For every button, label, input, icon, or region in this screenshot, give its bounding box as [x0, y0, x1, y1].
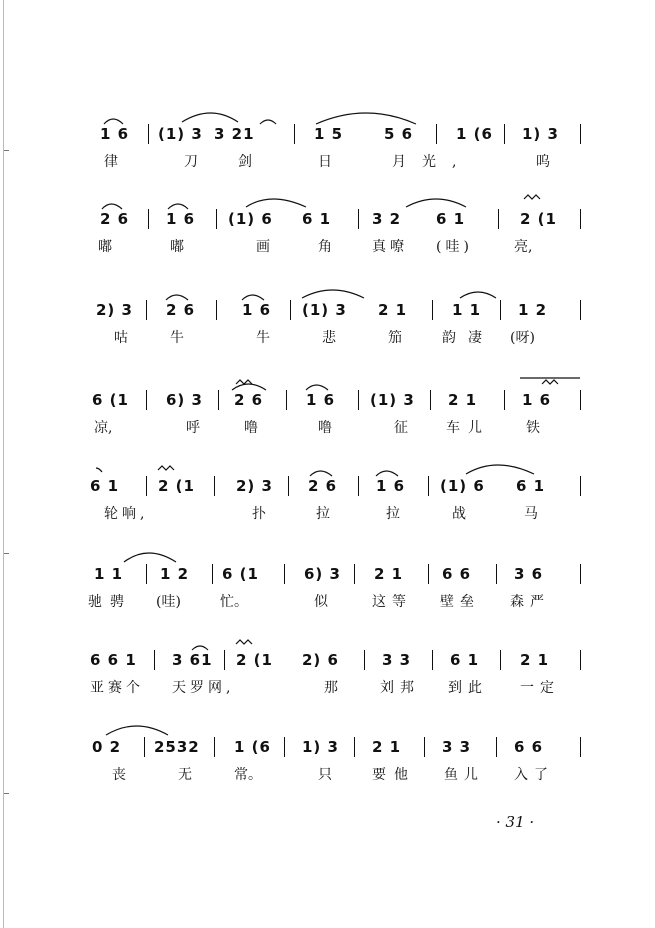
- bar-line: [214, 737, 215, 757]
- notation-line: [90, 648, 596, 674]
- lyric-segment: 月光,: [392, 154, 473, 170]
- measure: 2 6: [234, 391, 264, 409]
- measure: 1) 3: [302, 738, 339, 756]
- measure: 6 6: [514, 738, 544, 756]
- measure: 2) 6: [302, 651, 339, 669]
- measure: 6 1: [436, 210, 466, 228]
- score-system-5: [90, 474, 596, 534]
- lyric-segment: 天罗网,: [172, 680, 235, 696]
- measure: 2 1: [374, 565, 404, 583]
- measure: 1 6: [242, 301, 272, 319]
- measure: 2 1: [520, 651, 550, 669]
- lyric-segment: 这等: [372, 594, 412, 610]
- lyric-line: [96, 416, 596, 440]
- bar-line: [358, 209, 359, 229]
- measure: 6 1: [516, 477, 546, 495]
- bar-line: [580, 390, 581, 410]
- measure: 1 1: [94, 565, 124, 583]
- lyric-segment: 律: [104, 154, 132, 170]
- lyric-segment: 忙。: [220, 594, 248, 610]
- bar-line: [288, 476, 289, 496]
- lyric-segment: 车儿: [446, 420, 490, 436]
- lyric-segment: 真嘹: [372, 239, 408, 255]
- margin-tick: [4, 793, 9, 794]
- lyric-segment: 轮响,: [104, 506, 149, 522]
- bar-line: [354, 564, 355, 584]
- lyric-segment: (哇): [436, 239, 473, 255]
- bar-line: [146, 300, 147, 320]
- measure: 1 6: [306, 391, 336, 409]
- measure: 3 6: [514, 565, 544, 583]
- notation-line: [92, 735, 596, 761]
- measure: 1 5: [314, 125, 344, 143]
- bar-line: [214, 476, 215, 496]
- lyric-line: [96, 326, 596, 350]
- measure: 6 (1: [92, 391, 129, 409]
- notation-line: [96, 562, 596, 588]
- bar-line: [580, 300, 581, 320]
- bar-line: [432, 650, 433, 670]
- measure: 1 1: [452, 301, 482, 319]
- score-system-8: [92, 735, 596, 795]
- notation-line: [96, 122, 596, 148]
- score-system-1: [96, 122, 596, 182]
- lyric-segment: 悲: [322, 330, 350, 346]
- bar-line: [290, 300, 291, 320]
- bar-line: [496, 737, 497, 757]
- measure: 1 2: [160, 565, 190, 583]
- score-system-7: [90, 648, 596, 708]
- lyric-segment: 丧: [112, 767, 140, 783]
- lyric-segment: 刘邦: [380, 680, 420, 696]
- bar-line: [284, 737, 285, 757]
- lyric-segment: 似: [314, 594, 342, 610]
- measure: 2532: [154, 738, 200, 756]
- bar-line: [354, 737, 355, 757]
- measure: 2) 3: [236, 477, 273, 495]
- lyric-line: [96, 235, 596, 259]
- bar-line: [148, 209, 149, 229]
- lyric-segment: 一定: [520, 680, 560, 696]
- bar-line: [580, 650, 581, 670]
- bar-line: [500, 300, 501, 320]
- bar-line: [224, 650, 225, 670]
- lyric-segment: 那: [324, 680, 352, 696]
- lyric-segment: 凉,: [94, 420, 113, 436]
- bar-line: [146, 564, 147, 584]
- measure: (1) 3: [158, 125, 203, 143]
- bar-line: [358, 476, 359, 496]
- score-system-3: [96, 298, 596, 358]
- bar-line: [358, 390, 359, 410]
- lyric-segment: 牛: [256, 330, 284, 346]
- bar-line: [580, 209, 581, 229]
- bar-line: [146, 390, 147, 410]
- lyric-segment: 噜: [318, 420, 346, 436]
- score-system-2: [96, 207, 596, 267]
- bar-line: [144, 737, 145, 757]
- bar-line: [428, 476, 429, 496]
- lyric-segment: 噜: [244, 420, 272, 436]
- measure: 1 6: [100, 125, 130, 143]
- bar-line: [430, 390, 431, 410]
- margin-tick: [4, 553, 9, 554]
- measure: 1 (6: [456, 125, 493, 143]
- bar-line: [580, 564, 581, 584]
- bar-line: [504, 124, 505, 144]
- lyric-segment: 呼: [186, 420, 214, 436]
- bar-line: [146, 476, 147, 496]
- bar-line: [498, 209, 499, 229]
- lyric-segment: 画: [256, 239, 284, 255]
- lyric-segment: 无: [178, 767, 206, 783]
- bar-line: [504, 390, 505, 410]
- measure: 2 1: [378, 301, 408, 319]
- lyric-segment: (哇): [156, 594, 181, 610]
- bar-line: [286, 390, 287, 410]
- lyric-segment: (呀): [510, 330, 535, 346]
- bar-line: [284, 564, 285, 584]
- margin-tick: [4, 150, 9, 151]
- measure: 1 6: [522, 391, 552, 409]
- measure: 3 3: [382, 651, 412, 669]
- measure: 3 21: [214, 125, 255, 143]
- bar-line: [154, 650, 155, 670]
- bar-line: [428, 564, 429, 584]
- measure: 0 2: [92, 738, 122, 756]
- notation-line: [96, 207, 596, 233]
- notation-line: [92, 388, 596, 414]
- bar-line: [432, 300, 433, 320]
- lyric-segment: 日: [318, 154, 346, 170]
- notation-line: [96, 298, 596, 324]
- measure: 6) 3: [304, 565, 341, 583]
- bar-line: [436, 124, 437, 144]
- lyric-segment: 亚赛个: [90, 680, 144, 696]
- measure: 1 2: [518, 301, 548, 319]
- score-system-6: [88, 562, 596, 622]
- lyric-line: [90, 676, 596, 700]
- measure: 1 (6: [234, 738, 271, 756]
- bar-line: [216, 209, 217, 229]
- measure: 2 6: [166, 301, 196, 319]
- bar-line: [580, 737, 581, 757]
- lyric-segment: 牛: [170, 330, 198, 346]
- lyric-segment: 韵凄: [442, 330, 494, 346]
- measure: 2 1: [372, 738, 402, 756]
- measure: 6 1: [90, 477, 120, 495]
- measure: 1 6: [376, 477, 406, 495]
- measure: 6 1: [302, 210, 332, 228]
- lyric-segment: 到此: [448, 680, 488, 696]
- measure: 3 2: [372, 210, 402, 228]
- lyric-segment: 鱼儿: [444, 767, 484, 783]
- measure: 3 3: [442, 738, 472, 756]
- measure: (1) 6: [440, 477, 485, 495]
- lyric-segment: 呜: [536, 154, 564, 170]
- lyric-line: [96, 502, 596, 526]
- measure: 2 1: [448, 391, 478, 409]
- measure: 2 6: [308, 477, 338, 495]
- bar-line: [496, 564, 497, 584]
- lyric-segment: 笳: [388, 330, 416, 346]
- measure: 6 6: [442, 565, 472, 583]
- lyric-segment: 森严: [510, 594, 550, 610]
- measure: (1) 3: [370, 391, 415, 409]
- lyric-segment: 铁: [526, 420, 554, 436]
- lyric-segment: 咕: [114, 330, 142, 346]
- lyric-segment: 角: [318, 239, 346, 255]
- measure: 1) 3: [522, 125, 559, 143]
- score-system-4: [92, 388, 596, 448]
- lyric-segment: 嘟: [170, 239, 198, 255]
- lyric-segment: 壁垒: [440, 594, 480, 610]
- bar-line: [148, 124, 149, 144]
- measure: 2 (1: [520, 210, 557, 228]
- measure: 6 1: [450, 651, 480, 669]
- measure: 2 (1: [158, 477, 195, 495]
- bar-line: [212, 564, 213, 584]
- measure: 2 6: [100, 210, 130, 228]
- lyric-segment: 入了: [514, 767, 554, 783]
- measure: 6) 3: [166, 391, 203, 409]
- measure: 1 6: [166, 210, 196, 228]
- measure: 6 (1: [222, 565, 259, 583]
- bar-line: [580, 124, 581, 144]
- page-edge: [3, 0, 4, 928]
- lyric-segment: 要他: [372, 767, 416, 783]
- measure: (1) 6: [228, 210, 273, 228]
- lyric-segment: 嘟: [98, 239, 126, 255]
- lyric-segment: 常。: [234, 767, 262, 783]
- lyric-segment: 征: [394, 420, 422, 436]
- lyric-segment: 驰骋: [88, 594, 132, 610]
- lyric-segment: 只: [318, 767, 346, 783]
- lyric-segment: 拉: [316, 506, 344, 522]
- lyric-segment: 扑: [252, 506, 280, 522]
- measure: 3 61: [172, 651, 213, 669]
- lyric-segment: 战: [452, 506, 480, 522]
- measure: 6 6 1: [90, 651, 137, 669]
- measure: 5 6: [384, 125, 414, 143]
- bar-line: [500, 650, 501, 670]
- measure: 2 (1: [236, 651, 273, 669]
- measure: (1) 3: [302, 301, 347, 319]
- bar-line: [216, 300, 217, 320]
- lyric-line: [96, 150, 596, 174]
- lyric-line: [88, 590, 596, 614]
- bar-line: [580, 476, 581, 496]
- bar-line: [218, 390, 219, 410]
- lyric-line: [96, 763, 596, 787]
- bar-line: [364, 650, 365, 670]
- bar-line: [294, 124, 295, 144]
- lyric-segment: 拉: [386, 506, 414, 522]
- bar-line: [424, 737, 425, 757]
- measure: 2) 3: [96, 301, 133, 319]
- notation-line: [90, 474, 596, 500]
- page-number: · 31 ·: [496, 813, 535, 831]
- lyric-segment: 刀剑: [184, 154, 292, 170]
- lyric-segment: 马: [524, 506, 552, 522]
- lyric-segment: 亮,: [514, 239, 533, 255]
